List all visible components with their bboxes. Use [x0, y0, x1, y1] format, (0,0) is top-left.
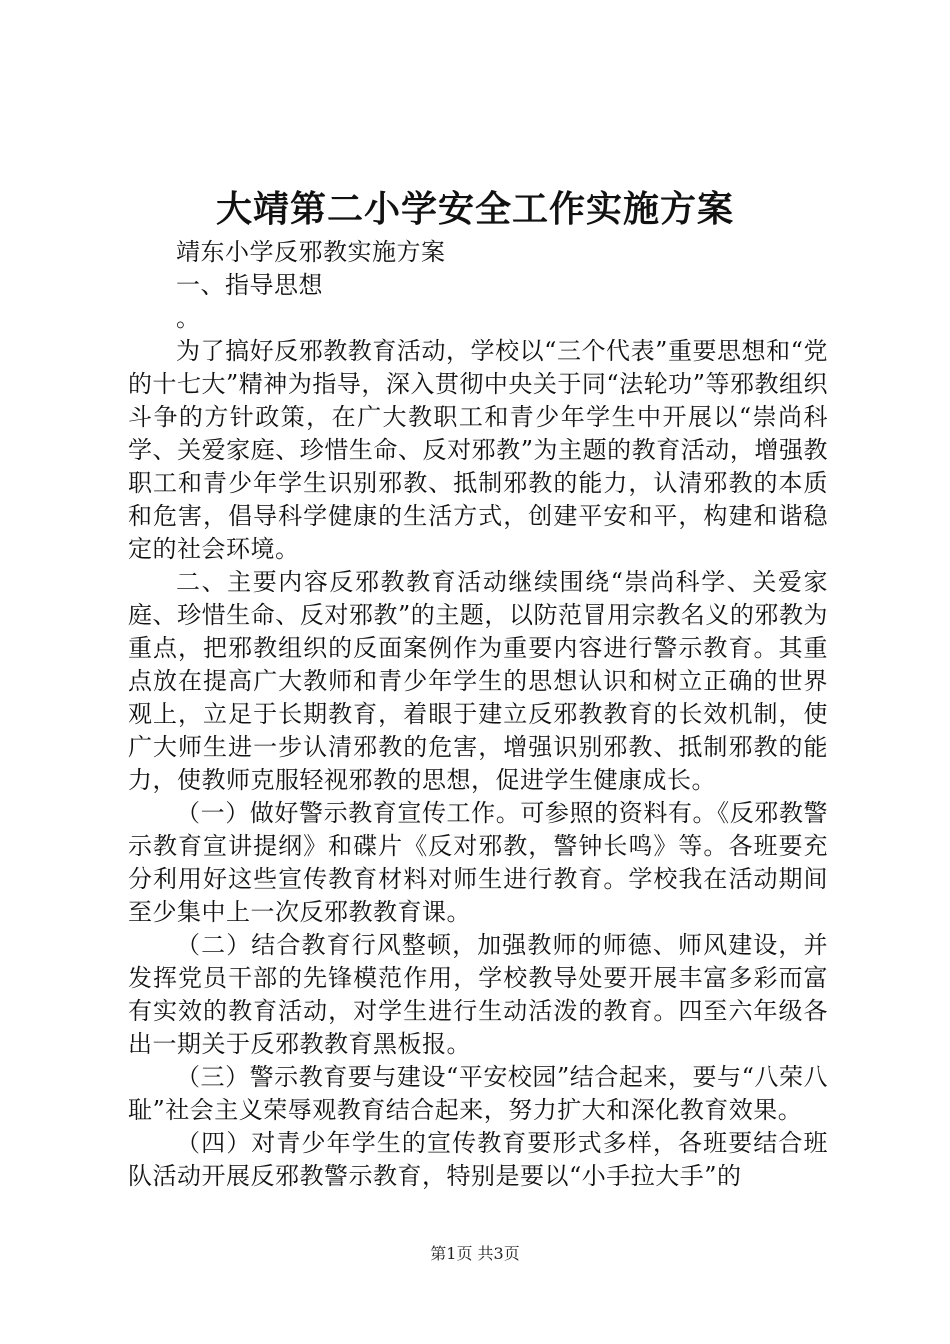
paragraph-guiding-ideology: 为了搞好反邪教教育活动，学校以“三个代表”重要思想和“党的十七大”精神为指导，深入贯彻中央关于同“法轮功”等邪教组织斗争的方针政策，在广大教职工和青少年学生中开展以“崇尚科学、关爱家庭、珍惜生命、反对邪教”为主题的教育活动，增强教职工和青少年学生识别邪教、抵制邪教的能力，认清邪教的本质和危害，倡导科学健康的生活方式，创建平安和平，构建和谐稳定的社会环境。: [128, 337, 828, 563]
document-title: 大靖第二小学安全工作实施方案: [215, 188, 734, 230]
paragraph-item-4: （四）对青少年学生的宣传教育要形式多样，各班要结合班队活动开展反邪教警示教育，特别是要以“小手拉大手”的: [128, 1129, 828, 1190]
paragraph-item-2: （二）结合教育行风整顿，加强教师的师德、师风建设，并发挥党员干部的先锋模范作用，学校教导处要开展丰富多彩而富有实效的教育活动，对学生进行生动活泼的教育。四至六年级各出一期关于反邪教教育黑板报。: [128, 931, 828, 1058]
document-body: [128, 236, 828, 1193]
paragraph-period: 。: [176, 304, 201, 332]
paragraph-section-heading: 一、指导思想: [176, 271, 323, 299]
paragraph-item-3: （三）警示教育要与建设“平安校园”结合起来，要与“八荣八耻”社会主义荣辱观教育结合起来，努力扩大和深化教育效果。: [128, 1063, 828, 1124]
page-footer: 第1页 共3页: [430, 1244, 520, 1263]
paragraph-subtitle: 靖东小学反邪教实施方案: [176, 238, 446, 266]
paragraph-main-content: 二、主要内容反邪教教育活动继续围绕“崇尚科学、关爱家庭、珍惜生命、反对邪教”的主题，以防范冒用宗教名义的邪教为重点，把邪教组织的反面案例作为重要内容进行警示教育。其重点放在提高广大教师和青少年学生的思想认识和树立正确的世界观上，立足于长期教育，着眼于建立反邪教教育的长效机制，使广大师生进一步认清邪教的危害，增强识别邪教、抵制邪教的能力，使教师克服轻视邪教的思想，促进学生健康成长。: [128, 568, 828, 794]
paragraph-item-1: （一）做好警示教育宣传工作。可参照的资料有。《反邪教警示教育宣讲提纲》和碟片《反对邪教，警钟长鸣》等。各班要充分利用好这些宣传教育材料对师生进行教育。学校我在活动期间至少集中上一次反邪教教育课。: [128, 799, 828, 926]
